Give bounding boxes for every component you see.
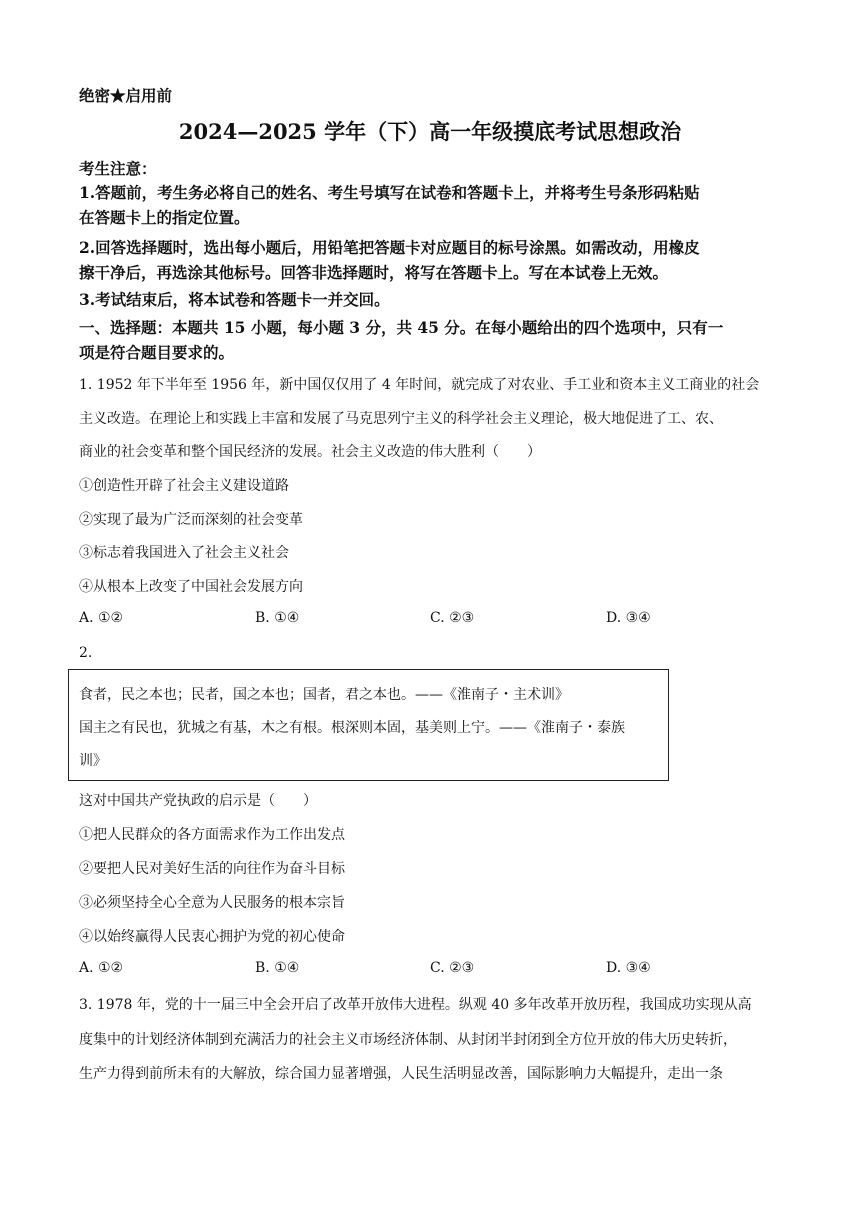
q2-quote-line: 国主之有民也，犹城之有基，木之有根。根深则本固，基美则上宁。——《淮南子・泰族	[79, 720, 625, 736]
q1-option-a: A. ①②	[79, 610, 124, 626]
q1-statement: ③标志着我国进入了社会主义社会	[79, 545, 289, 561]
notice-line: 1.答题前，考生务必将自己的姓名、考生号填写在试卷和答题卡上，并将考生号条形码粘贴	[79, 183, 700, 202]
q3-stem: 生产力得到前所未有的大解放，综合国力显著增强，人民生活明显改善，国际影响力大幅提升，走出一条	[79, 1066, 723, 1082]
q1-option-d: D. ③④	[606, 610, 651, 626]
q1-stem: 主义改造。在理论上和实践上丰富和发展了马克思列宁主义的科学社会主义理论，极大地促进了工、农、	[79, 411, 723, 427]
q2-option-c: C. ②③	[430, 960, 475, 976]
notice-line: 2.回答选择题时，选出每小题后，用铅笔把答题卡对应题目的标号涂黑。如需改动，用橡皮	[79, 238, 700, 257]
q1-option-b: B. ①④	[255, 610, 300, 626]
q2-option-b: B. ①④	[255, 960, 300, 976]
q1-option-c: C. ②③	[430, 610, 475, 626]
q1-stem: 1. 1952 年下半年至 1956 年，新中国仅仅用了 4 年时间，就完成了对农业、手工业和资本主义工商业的社会	[79, 377, 760, 393]
q3-stem: 3. 1978 年，党的十一届三中全会开启了改革开放伟大进程。纵观 40 多年改革开放历程，我国成功实现从高	[79, 997, 752, 1013]
q1-stem: 商业的社会变革和整个国民经济的发展。社会主义改造的伟大胜利（ ）	[79, 444, 541, 460]
q2-quote-line: 训》	[79, 753, 107, 769]
notice-line: 在答题卡上的指定位置。	[79, 208, 250, 227]
q2-statement: ④以始终赢得人民衷心拥护为党的初心使命	[79, 929, 345, 945]
notice-line: 3.考试结束后，将本试卷和答题卡一并交回。	[79, 290, 390, 309]
q1-statement: ②实现了最为广泛而深刻的社会变革	[79, 512, 303, 528]
q2-stem: 这对中国共产党执政的启示是（ ）	[79, 793, 317, 809]
notice-line: 擦干净后，再选涂其他标号。回答非选择题时，将写在答题卡上。写在本试卷上无效。	[79, 263, 669, 282]
section-heading: 项是符合题目要求的。	[79, 343, 235, 362]
q1-statement: ④从根本上改变了中国社会发展方向	[79, 579, 303, 595]
q1-statement: ①创造性开辟了社会主义建设道路	[79, 478, 289, 494]
q2-number: 2.	[79, 645, 93, 661]
q2-statement: ①把人民群众的各方面需求作为工作出发点	[79, 827, 345, 843]
q2-quote-line: 食者，民之本也；民者，国之本也；国者，君之本也。——《淮南子・主术训》	[79, 687, 569, 703]
q2-statement: ②要把人民对美好生活的向往作为奋斗目标	[79, 861, 345, 877]
q2-statement: ③必须坚持全心全意为人民服务的根本宗旨	[79, 895, 345, 911]
page-title: 2024—2025 学年（下）高一年级摸底考试思想政治	[178, 119, 682, 144]
q2-option-a: A. ①②	[79, 960, 124, 976]
q2-quote-box	[68, 669, 669, 781]
q2-option-d: D. ③④	[606, 960, 651, 976]
secret-label: 绝密★启用前	[79, 86, 173, 105]
q3-stem: 度集中的计划经济体制到充满活力的社会主义市场经济体制、从封闭半封闭到全方位开放的伟大历史转折，	[79, 1032, 737, 1048]
notice-heading: 考生注意：	[79, 159, 157, 178]
section-heading: 一、选择题：本题共 15 小题，每小题 3 分，共 45 分。在每小题给出的四个选项中，只有一	[79, 318, 724, 337]
